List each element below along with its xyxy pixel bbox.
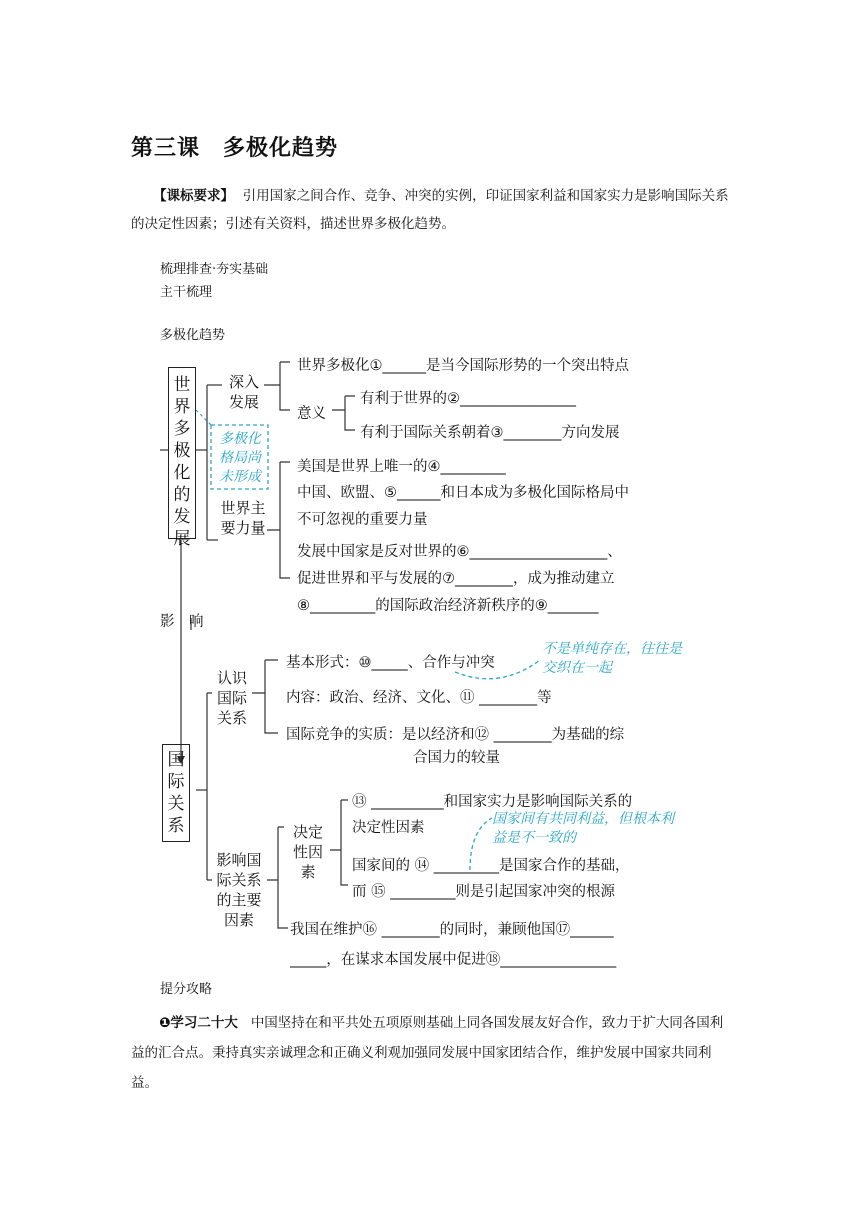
tip-label: ❶学习二十大 xyxy=(159,1015,238,1031)
deep-item-3: 有利于国际关系朝着③________方向发展 xyxy=(360,425,620,441)
requirement-text: 引用国家之间合作、竞争、冲突的实例，印证国家利益和国家实力是影响国际关系的决定性因素；引述有关资料，描述世界多极化趋势。 xyxy=(131,188,729,232)
china-item-2: _____，在谋求本国发展中促进⑱________________ xyxy=(290,952,617,968)
know-item-1: 基本形式：⑩_____、合作与冲突 xyxy=(286,655,495,671)
tip-text: 中国坚持在和平共处五项原则基础上同各国发展友好合作，致力于扩大同各国利益的汇合点。秉持真实亲诚理念和正确义利观加强同发展中国家团结合作，维护发展中国家共同利益。 xyxy=(131,1015,724,1091)
know-item-2: 内容：政治、经济、文化、⑪ ________等 xyxy=(286,690,552,706)
decisive-item-2: 决定性因素 xyxy=(352,820,425,836)
deep-item-2: 有利于世界的②________________ xyxy=(360,391,576,407)
significance-label: 意义 xyxy=(297,406,326,422)
decisive-item-3: 国家间的 ⑭ _________是国家合作的基础， xyxy=(352,858,630,874)
section-heading-tips: 提分攻略 xyxy=(160,982,213,997)
handwritten-note-not-formed: 多极化格局尚未形成 xyxy=(219,431,261,485)
know-item-3: 国际竞争的实质：是以经济和⑫ ________为基础的综 xyxy=(286,727,625,743)
power-item-1: 美国是世界上唯一的④_________ xyxy=(297,459,506,475)
world-multipolarization-box: 世界多极化的发展 xyxy=(168,367,196,539)
main-factors-node: 影响国际关系的主要因素 xyxy=(216,851,262,929)
china-item-1: 我国在维护⑯ ________的同时，兼顾他国⑰______ xyxy=(290,922,614,938)
understand-relations-node: 认识国际关系 xyxy=(216,669,247,727)
deep-development-node: 深入发展 xyxy=(228,373,259,411)
tip-paragraph xyxy=(131,1008,731,1098)
decisive-factors-node: 决定性因素 xyxy=(292,823,323,881)
deep-item-1: 世界多极化①______是当今国际形势的一个突出特点 xyxy=(297,358,629,374)
influence-label: 影 响 xyxy=(160,614,204,630)
power-item-6: ⑧_________的国际政治经济新秩序的⑨_______ xyxy=(297,598,599,614)
decisive-item-4: 而 ⑮ _________则是引起国家冲突的根源 xyxy=(352,884,615,900)
know-item-4: 合国力的较量 xyxy=(413,750,500,766)
handwritten-note-interests: 国家间有共同利益，但根本利益是不一致的 xyxy=(492,811,674,846)
handwritten-note-interwoven: 不是单纯存在，往往是交织在一起 xyxy=(542,641,682,676)
requirement-label: 【课标要求】 xyxy=(153,188,234,204)
world-major-forces-node: 世界主要力量 xyxy=(220,499,266,537)
decisive-item-1: ⑬ __________和国家实力是影响国际关系的 xyxy=(352,794,633,810)
power-item-4: 发展中国家是反对世界的⑥___________________、 xyxy=(297,544,622,560)
section-heading-review: 梳理排查·夯实基础 xyxy=(160,262,269,277)
power-item-2: 中国、欧盟、⑤______和日本成为多极化国际格局中 xyxy=(297,485,629,501)
diagram-caption: 多极化趋势 xyxy=(160,328,226,343)
power-item-3: 不可忽视的重要力量 xyxy=(297,512,428,528)
page-title: 第三课 多极化趋势 xyxy=(131,136,339,161)
section-heading-main: 主干梳理 xyxy=(160,285,213,300)
international-relations-box: 国际关系 xyxy=(162,744,190,842)
power-item-5: 促进世界和平与发展的⑦________，成为推动建立 xyxy=(297,571,615,587)
